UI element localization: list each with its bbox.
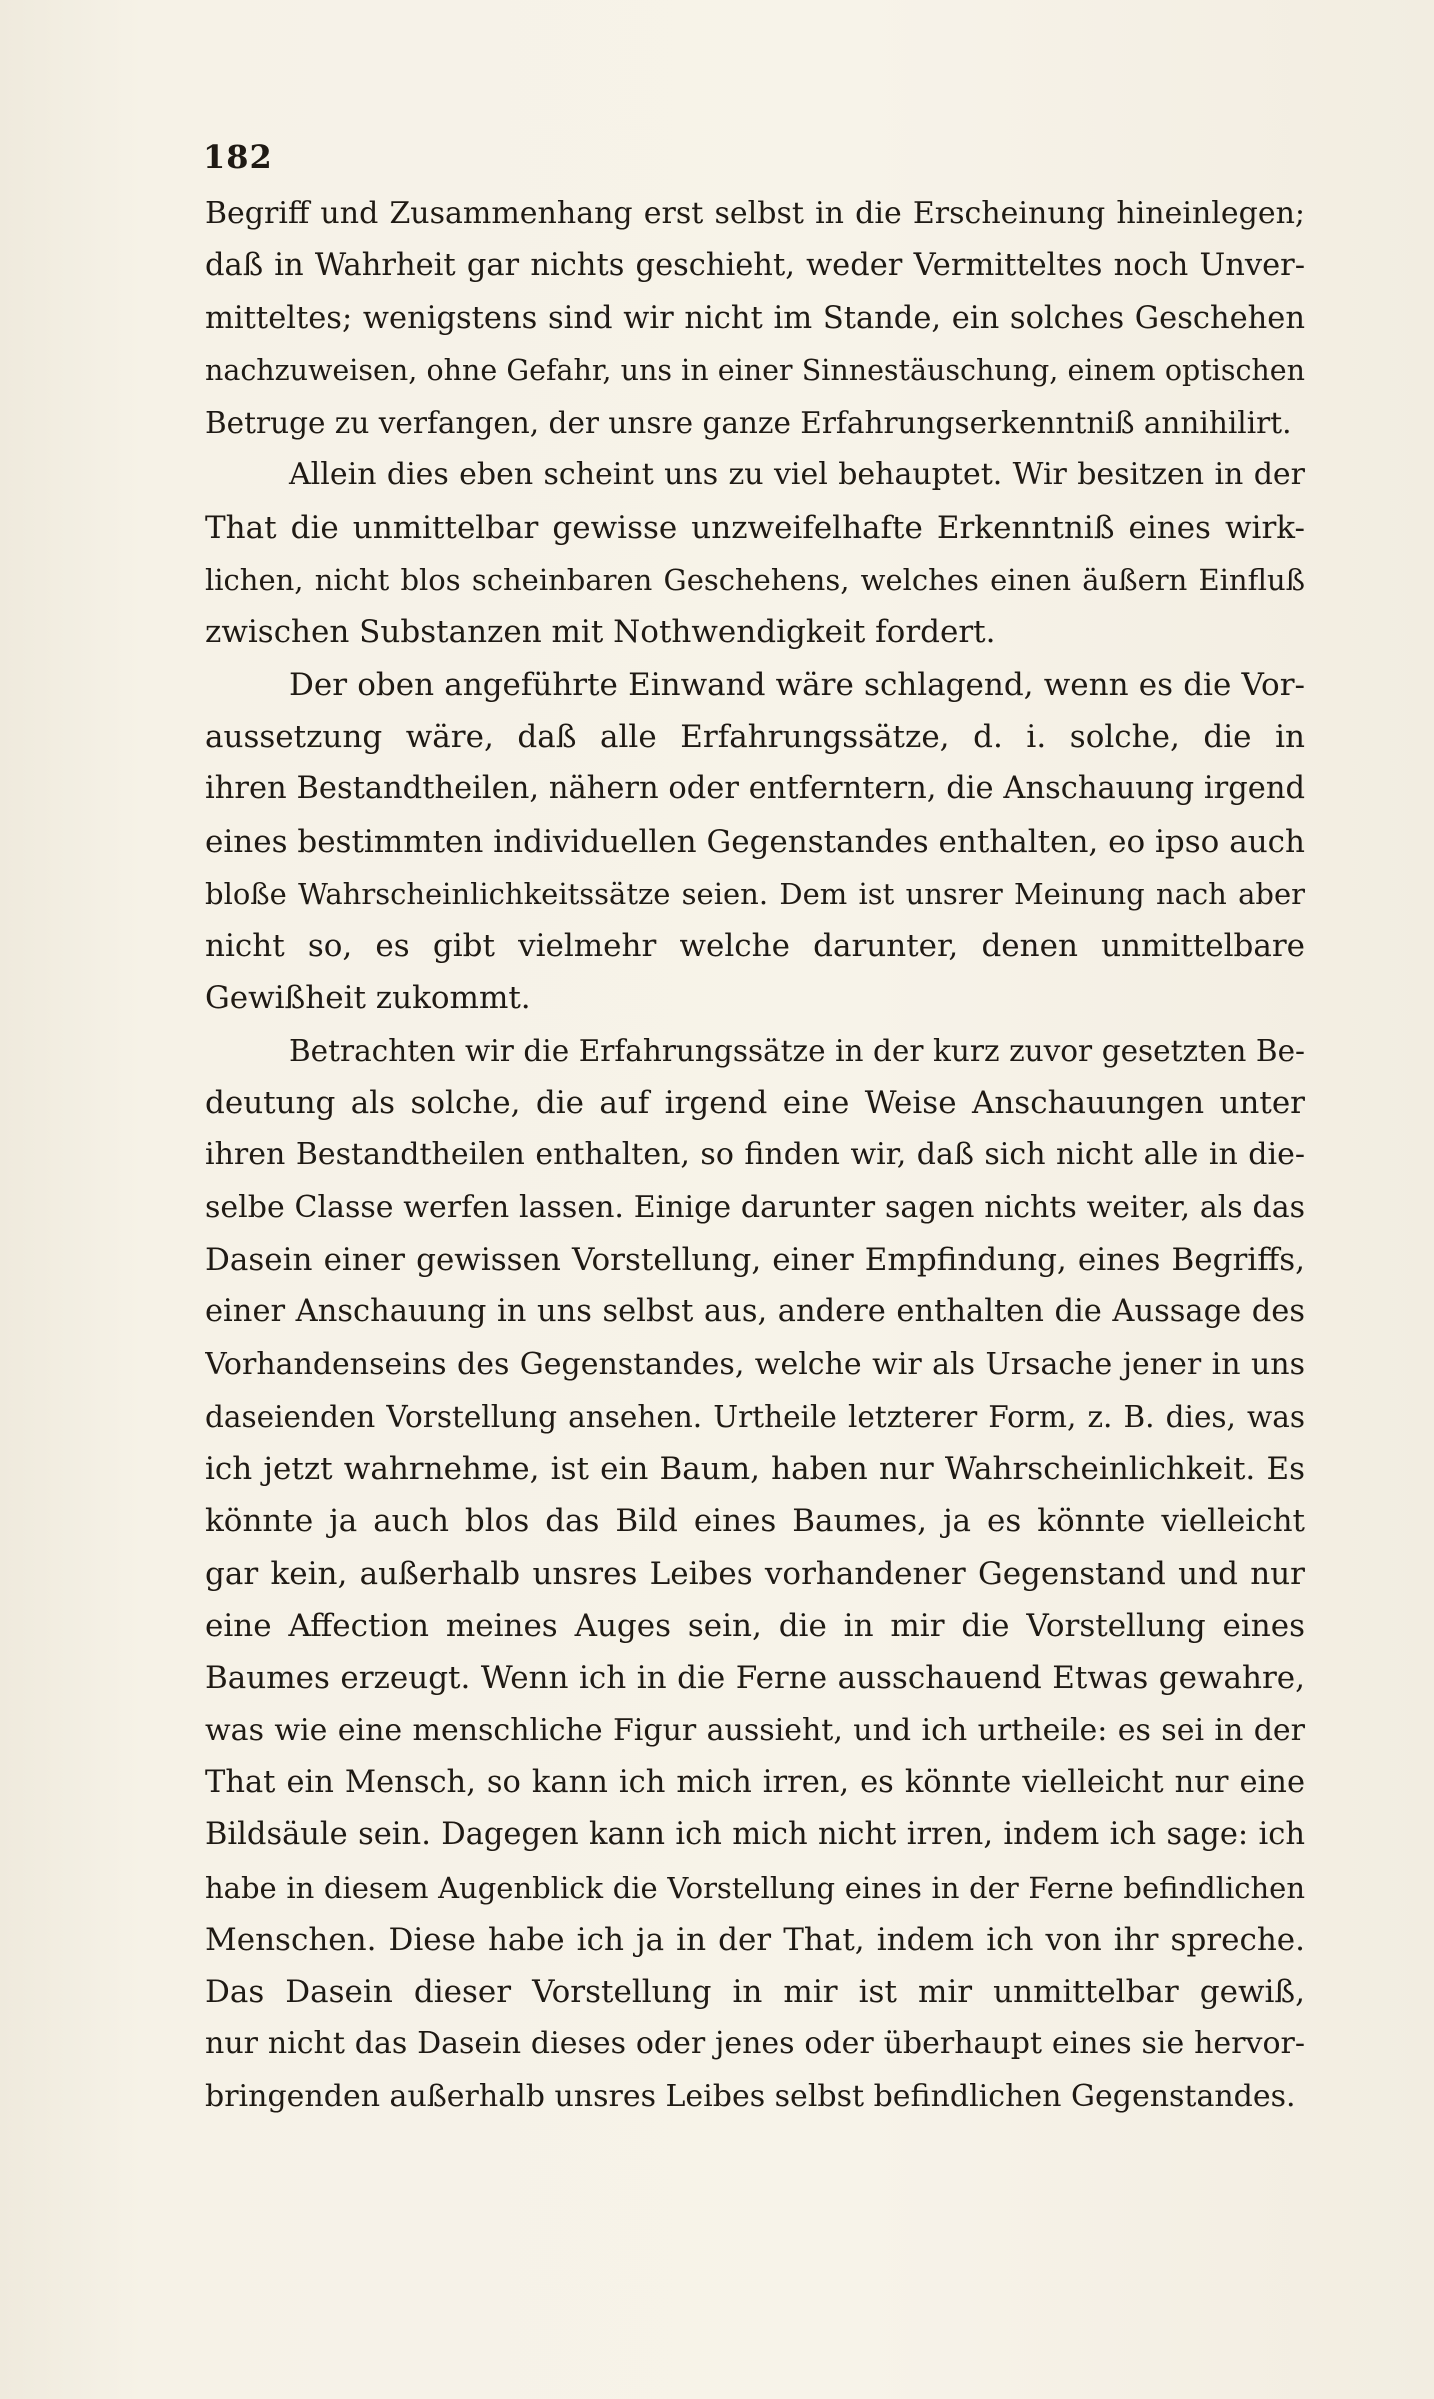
text-line: Der oben angeführte Einwand wäre schlagend, wenn es die Vor- (289, 666, 1305, 703)
text-line: Gewißheit zukommt. (205, 980, 531, 1017)
text-line: aussetzung wäre, daß alle Erfahrungssätze, d. i. solche, die in (205, 718, 1305, 755)
text-line: Baumes erzeugt. Wenn ich in die Ferne ausschauend Etwas gewahre, (205, 1660, 1305, 1697)
text-line: Betruge zu verfangen, der unsre ganze Erfahrungserkenntniß annihilirt. (205, 406, 1292, 441)
text-line: bloße Wahrscheinlichkeitssätze seien. Dem ist unsrer Meinung nach aber (205, 876, 1305, 911)
text-line: gar kein, außerhalb unsres Leibes vorhandener Gegenstand und nur (205, 1555, 1305, 1592)
text-line: selbe Classe werfen lassen. Einige darunter sagen nichts weiter, als das (205, 1189, 1305, 1225)
text-line: Dasein einer gewissen Vorstellung, einer Empfindung, eines Begriffs, (205, 1241, 1305, 1278)
text-line: einer Anschauung in uns selbst aus, andere enthalten die Aussage des (205, 1294, 1305, 1330)
text-line: habe in diesem Augenblick die Vorstellung eines in der Ferne befindlichen (205, 1870, 1305, 1905)
text-line: Menschen. Diese habe ich ja in der That, indem ich von ihr spreche. (205, 1921, 1305, 1958)
text-line: Allein dies eben scheint uns zu viel behauptet. Wir besitzen in der (289, 457, 1305, 493)
text-line: daseienden Vorstellung ansehen. Urtheile letzterer Form, z. B. dies, was (205, 1399, 1305, 1434)
text-line: was wie eine menschliche Figur aussieht, und ich urtheile: es sei in der (205, 1712, 1305, 1748)
text-line: eine Affection meines Auges sein, die in mir die Vorstellung eines (205, 1608, 1305, 1645)
text-line: bringenden außerhalb unsres Leibes selbst befindlichen Gegenstandes. (205, 2078, 1296, 2114)
page-number: 182 (203, 138, 273, 176)
text-line: Begriff und Zusammenhang erst selbst in die Erscheinung hineinlegen; (205, 196, 1305, 231)
body-text (205, 188, 1305, 2123)
text-line: Das Dasein dieser Vorstellung in mir ist mir unmittelbar gewiß, (205, 1974, 1305, 2011)
text-line: nicht so, es gibt vielmehr welche darunter, denen unmittelbare (205, 928, 1305, 965)
text-line: eines bestimmten individuellen Gegenstandes enthalten, eo ipso auch (205, 823, 1305, 860)
text-line: könnte ja auch blos das Bild eines Baumes, ja es könnte vielleicht (205, 1503, 1305, 1540)
text-line: deutung als solche, die auf irgend eine Weise Anschauungen unter (205, 1085, 1305, 1122)
text-line: Betrachten wir die Erfahrungssätze in der kurz zuvor gesetzten Be- (289, 1033, 1305, 1068)
text-line: zwischen Substanzen mit Nothwendigkeit fordert. (205, 614, 996, 651)
text-line: ihren Bestandtheilen enthalten, so finden wir, daß sich nicht alle in die- (205, 1137, 1305, 1173)
text-line: mitteltes; wenigstens sind wir nicht im Stande, ein solches Geschehen (205, 300, 1305, 336)
text-line: daß in Wahrheit gar nichts geschieht, weder Vermitteltes noch Unver- (205, 248, 1305, 284)
text-line: That ein Mensch, so kann ich mich irren, es könnte vielleicht nur eine (205, 1764, 1305, 1800)
text-line: lichen, nicht blos scheinbaren Geschehens, welches einen äußern Einfluß (205, 563, 1305, 598)
text-line: ich jetzt wahrnehme, ist ein Baum, haben nur Wahrscheinlichkeit. Es (205, 1451, 1305, 1488)
text-line: ihren Bestandtheilen, nähern oder entferntern, die Anschauung irgend (205, 771, 1305, 807)
text-line: nur nicht das Dasein dieses oder jenes oder überhaupt eines sie hervor- (205, 2026, 1305, 2062)
text-line: Bildsäule sein. Dagegen kann ich mich nicht irren, indem ich sage: ich (205, 1817, 1305, 1853)
text-line: nachzuweisen, ohne Gefahr, uns in einer Sinnestäuschung, einem optischen (205, 353, 1305, 387)
text-line: Vorhandenseins des Gegenstandes, welche wir als Ursache jener in uns (205, 1346, 1305, 1382)
text-line: That die unmittelbar gewisse unzweifelhafte Erkenntniß eines wirk- (205, 509, 1305, 546)
